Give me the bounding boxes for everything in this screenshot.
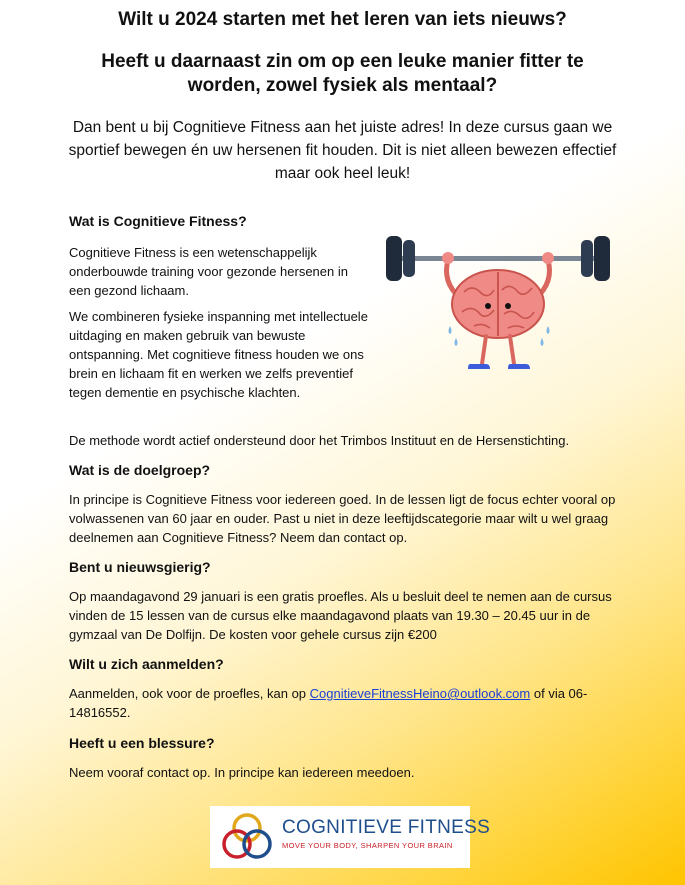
what-paragraph-2: We combineren fysieke inspanning met intellectuele uitdaging en maken gebruik van bewuste ontspanning. Met cognitieve fitness houden we ons brein en lichaam fit en werken we zelfs preventief tegen dementie en psychische klachten. (69, 309, 368, 400)
right-eye (505, 303, 511, 309)
what-paragraph-1: Cognitieve Fitness is een wetenschappelijk onderbouwde training voor gezonde hersenen in een gezond lichaam. (69, 245, 348, 298)
main-heading: Wilt u 2024 starten met het leren van iets nieuws? (118, 9, 567, 30)
cognitieve-fitness-logo (210, 806, 491, 868)
barbell-bar (396, 256, 600, 261)
brain-weightlifting-illustration (378, 222, 618, 392)
left-weight-plate-outer (386, 236, 402, 281)
section-title-injury: Heeft u een blessure? (69, 735, 215, 751)
right-weight-plate-inner (581, 240, 593, 277)
intro-text: Dan bent u bij Cognitieve Fitness aan het juiste adres! In deze cursus gaan we sportief bewegen én uw hersenen fit houden. Dit is niet alleen bewezen effectief maar ook heel leuk! (68, 119, 617, 182)
logo-rings-icon (218, 811, 276, 863)
curious-paragraph: Op maandagavond 29 januari is een gratis proefles. Als u besluit deel te nemen aan de cursus vinden de 15 lessen van de cursus elke maandagavond plaats van 19.30 – 20.45 uur in de gymzaal van De Dolfijn. De kosten voor gehele cursus zijn €200 (69, 589, 612, 642)
target-paragraph: In principe is Cognitieve Fitness voor iedereen goed. In de lessen ligt de focus echter vooral op volwassenen van 60 jaar en ouder. Past u niet in deze leeftijdscategorie maar wilt u wel graag deelnemen aan Cognitieve Fitness? Neem dan contact op. (69, 492, 616, 545)
left-hand (442, 252, 454, 264)
what-paragraph-3: De methode wordt actief ondersteund door het Trimbos Instituut en de Hersenstichting. (69, 433, 570, 448)
section-title-what: Wat is Cognitieve Fitness? (69, 213, 247, 229)
right-hand (542, 252, 554, 264)
section-title-target: Wat is de doelgroep? (69, 462, 211, 478)
sub-heading: Heeft u daarnaast zin om op een leuke manier fitter te worden, zowel fysiek als mentaal? (101, 51, 584, 96)
left-weight-plate-inner (403, 240, 415, 277)
section-title-signup: Wilt u zich aanmelden? (69, 656, 224, 672)
signup-email-link[interactable]: CognitieveFitnessHeino@outlook.com (309, 686, 531, 701)
signup-text-before: Aanmelden, ook voor de proefles, kan op (69, 686, 310, 701)
logo-title: COGNITIEVE FITNESS (282, 817, 491, 838)
signup-paragraph (69, 684, 629, 722)
sweat-drop-left-2 (455, 338, 458, 346)
sweat-drop-right (547, 326, 550, 334)
sweat-drop-right-2 (541, 338, 544, 346)
section-title-curious: Bent u nieuwsgierig? (69, 559, 211, 575)
sweat-drop-left (449, 326, 452, 334)
brain (452, 270, 544, 338)
right-shoe (508, 364, 530, 369)
left-eye (485, 303, 491, 309)
logo-tagline: MOVE YOUR BODY, SHARPEN YOUR BRAIN (282, 841, 453, 850)
injury-paragraph: Neem vooraf contact op. In principe kan iedereen meedoen. (69, 765, 415, 780)
left-shoe (468, 364, 490, 369)
right-leg (510, 336, 514, 364)
right-weight-plate-outer (594, 236, 610, 281)
signup-text-after: of via 06-14816552. (69, 686, 588, 720)
left-leg (482, 336, 486, 364)
